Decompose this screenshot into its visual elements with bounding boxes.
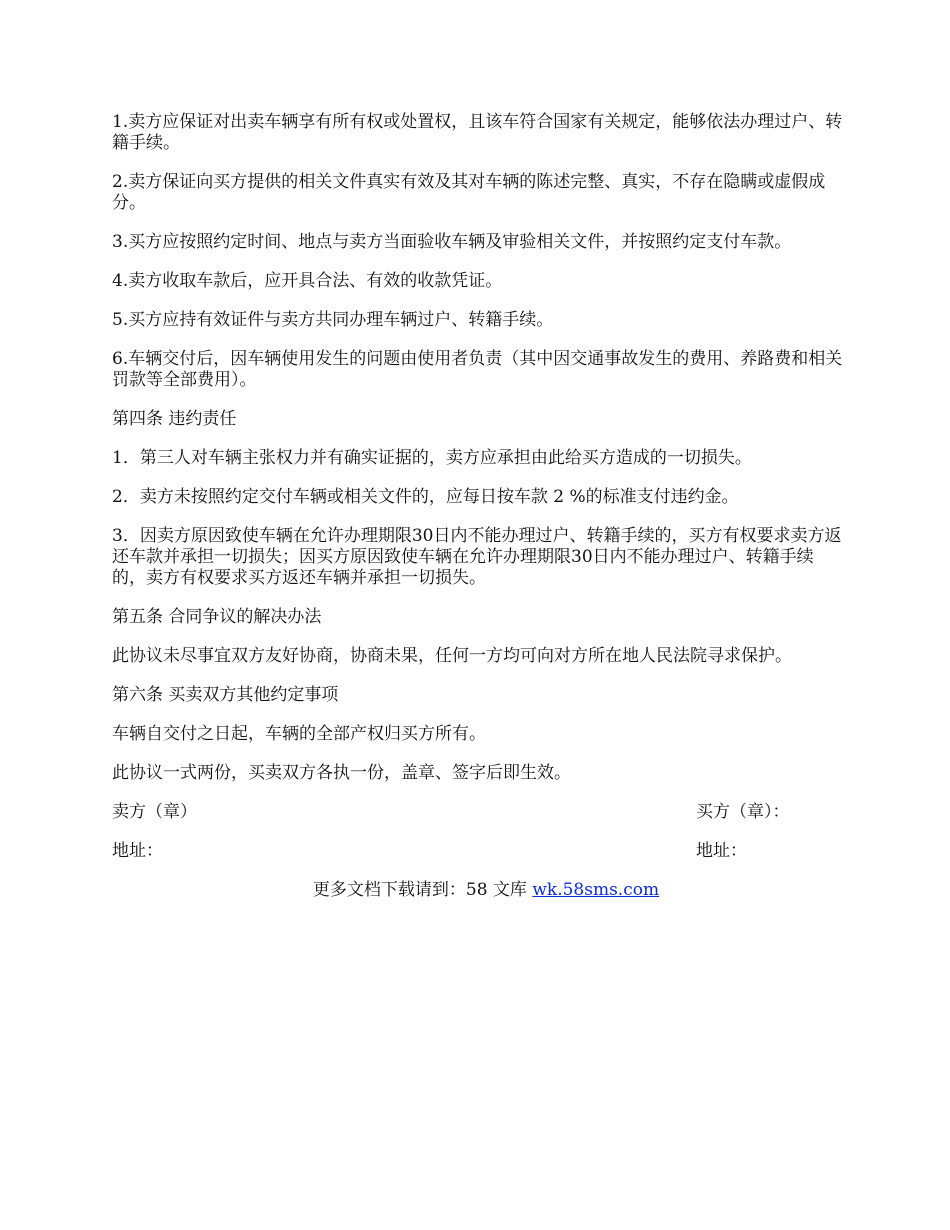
buyer-address-label: 地址： [696, 841, 747, 861]
buyer-seal-label: 买方（章）： [696, 802, 790, 822]
article-4-item-2: 2．卖方未按照约定交付车辆或相关文件的，应每日按车款 2 %的标准支付违约金。 [112, 487, 739, 507]
seller-address-label: 地址： [112, 841, 163, 861]
footer-text: 更多文档下载请到：58 文库 [312, 880, 533, 900]
obligation-6: 6.车辆交付后，因车辆使用发生的问题由使用者负责（其中因交通事故发生的费用、养路费和相关罚款等全部费用）。 [112, 349, 843, 390]
document-page [112, 112, 847, 901]
article-6-heading: 第六条 买卖双方其他约定事项 [112, 685, 339, 705]
article-6-item-1: 车辆自交付之日起，车辆的全部产权归买方所有。 [112, 724, 486, 744]
obligation-4: 4.卖方收取车款后，应开具合法、有效的收款凭证。 [112, 271, 503, 291]
article-5-text: 此协议未尽事宜双方友好协商，协商未果，任何一方均可向对方所在地人民法院寻求保护。 [112, 646, 792, 666]
obligation-2: 2.卖方保证向买方提供的相关文件真实有效及其对车辆的陈述完整、真实，不存在隐瞒或虚假成分。 [112, 172, 826, 213]
obligation-1: 1.卖方应保证对出卖车辆享有所有权或处置权，且该车符合国家有关规定，能够依法办理过户、转籍手续。 [112, 112, 843, 153]
article-5-heading: 第五条 合同争议的解决办法 [112, 607, 322, 627]
address-row [112, 841, 847, 862]
article-4-item-1: 1．第三人对车辆主张权力并有确实证据的，卖方应承担由此给买方造成的一切损失。 [112, 448, 752, 468]
download-footer [106, 880, 866, 901]
seller-seal-label: 卖方（章） [112, 802, 197, 822]
obligation-3: 3.买方应按照约定时间、地点与卖方当面验收车辆及审验相关文件，并按照约定支付车款。 [112, 232, 792, 252]
obligation-5: 5.买方应持有效证件与卖方共同办理车辆过户、转籍手续。 [112, 310, 554, 330]
article-4-item-3: 3．因卖方原因致使车辆在允许办理期限30日内不能办理过户、转籍手续的，买方有权要求卖方返还车款并承担一切损失；因买方原因致使车辆在允许办理期限30日内不能办理过户、转籍手续的，卖方有权要求买方返还车辆并承担一切损失。 [112, 526, 842, 588]
article-4-heading: 第四条 违约责任 [112, 409, 237, 429]
article-6-item-2: 此协议一式两份，买卖双方各执一份，盖章、签字后即生效。 [112, 763, 571, 783]
footer-link[interactable]: wk.58sms.com [532, 880, 660, 900]
signature-row [112, 802, 847, 823]
